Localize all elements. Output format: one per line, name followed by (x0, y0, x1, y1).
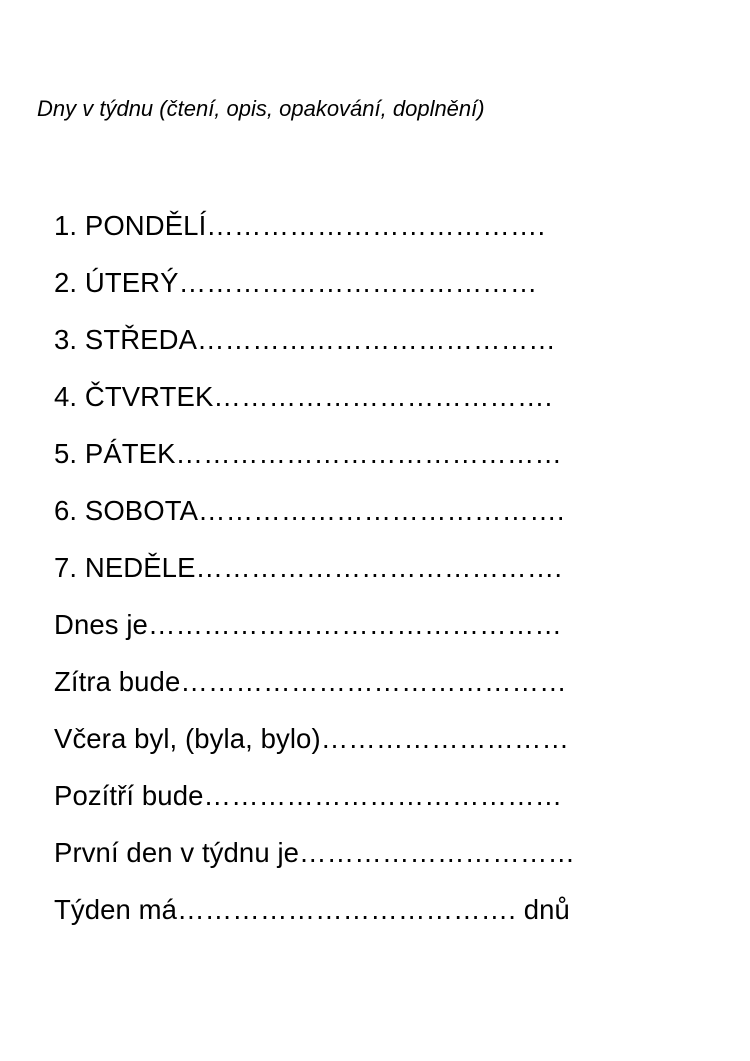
exercise-line-today: Dnes je……………………………………… (54, 609, 562, 640)
exercise-line-tuesday: 2. ÚTERÝ………………………………… (54, 267, 538, 298)
exercise-line-sunday: 7. NEDĚLE…………………………………. (54, 552, 563, 583)
exercise-line-saturday: 6. SOBOTA…………………………………. (54, 495, 565, 526)
exercise-line-day-after-tomorrow: Pozítří bude………………………………… (54, 780, 563, 811)
exercise-line-monday: 1. PONDĚLÍ………………………………. (54, 210, 546, 241)
worksheet-title: Dny v týdnu (čtení, opis, opakování, doplnění) (37, 96, 485, 121)
exercise-line-wednesday: 3. STŘEDA………………………………… (54, 324, 556, 355)
exercise-line-tomorrow: Zítra bude…………………………………… (54, 666, 567, 697)
exercise-line-thursday: 4. ČTVRTEK………………………………. (54, 381, 553, 412)
exercise-line-first-day: První den v týdnu je………………………… (54, 837, 576, 868)
exercise-line-yesterday: Včera byl, (byla, bylo)……………………… (54, 723, 570, 754)
exercise-list (54, 197, 575, 938)
exercise-line-friday: 5. PÁTEK…………………………………… (54, 438, 562, 469)
exercise-line-week-length: Týden má………………………………. dnů (54, 894, 570, 925)
